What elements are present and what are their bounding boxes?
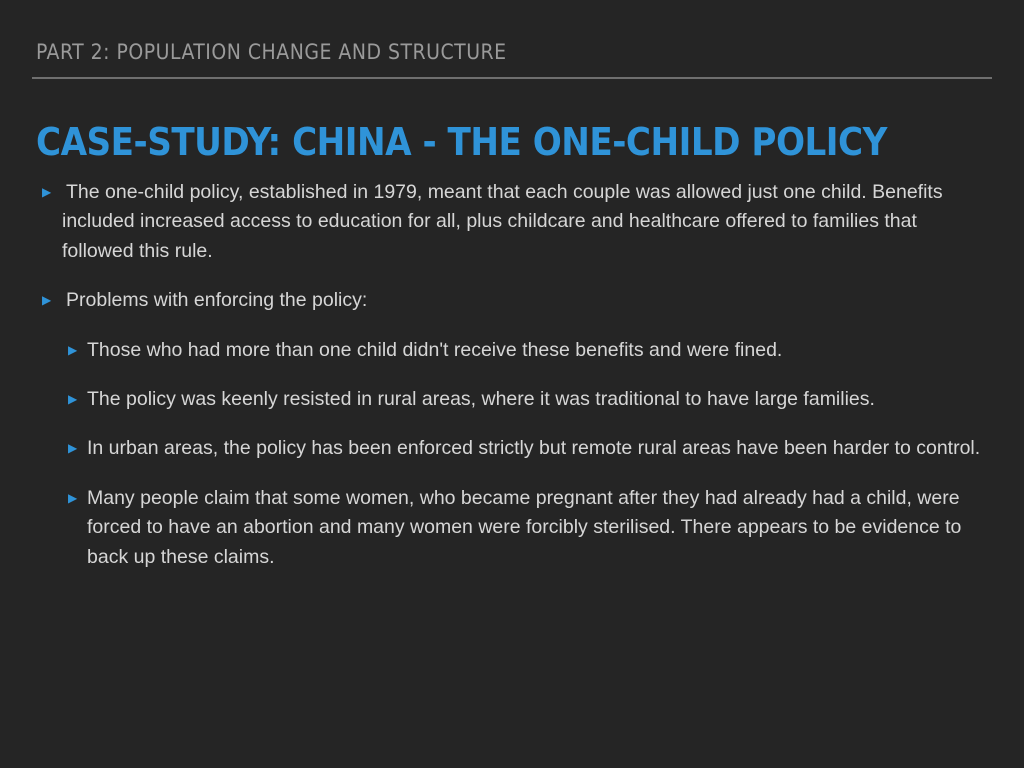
bullet-triangle-icon: ▶ [42,293,52,308]
bullet-triangle-icon: ▶ [68,342,78,357]
bullet-list [0,178,1024,572]
sub-bullet-text: In urban areas, the policy has been enforced strictly but remote rural areas have been harder to control. [87,437,981,460]
bullet-triangle-icon: ▶ [68,441,78,456]
bullet-triangle-icon: ▶ [42,185,52,199]
bullet-item [0,178,1024,266]
sub-bullet-text: Many people claim that some women, who became pregnant after they had already had a child, were forced to have an abortion and many women were forcibly sterilised. There appears to be evidence to back up these claims. [87,486,962,568]
sub-bullet-text: The policy was keenly resisted in rural areas, where it was traditional to have large families. [87,388,875,411]
bullet-item [0,286,1024,315]
slide-title: CASE-STUDY: CHINA - THE ONE-CHILD POLICY [36,120,887,164]
sub-bullet-item [0,434,1024,463]
header-divider [32,77,992,79]
sub-bullet-item [0,336,1024,365]
bullet-text: Problems with enforcing the policy: [66,289,368,312]
bullet-triangle-icon: ▶ [68,392,78,407]
section-header: PART 2: POPULATION CHANGE AND STRUCTURE [36,40,507,64]
sub-bullet-text: Those who had more than one child didn't receive these benefits and were fined. [87,338,783,361]
sub-bullet-item [0,385,1024,414]
sub-bullet-item [0,484,1024,572]
bullet-text: The one-child policy, established in 1979, meant that each couple was allowed just one child. Benefits included increased access to education for all, plus childcare and healthcare offered to families that followed this rule. [62,181,943,262]
bullet-triangle-icon: ▶ [68,490,78,505]
